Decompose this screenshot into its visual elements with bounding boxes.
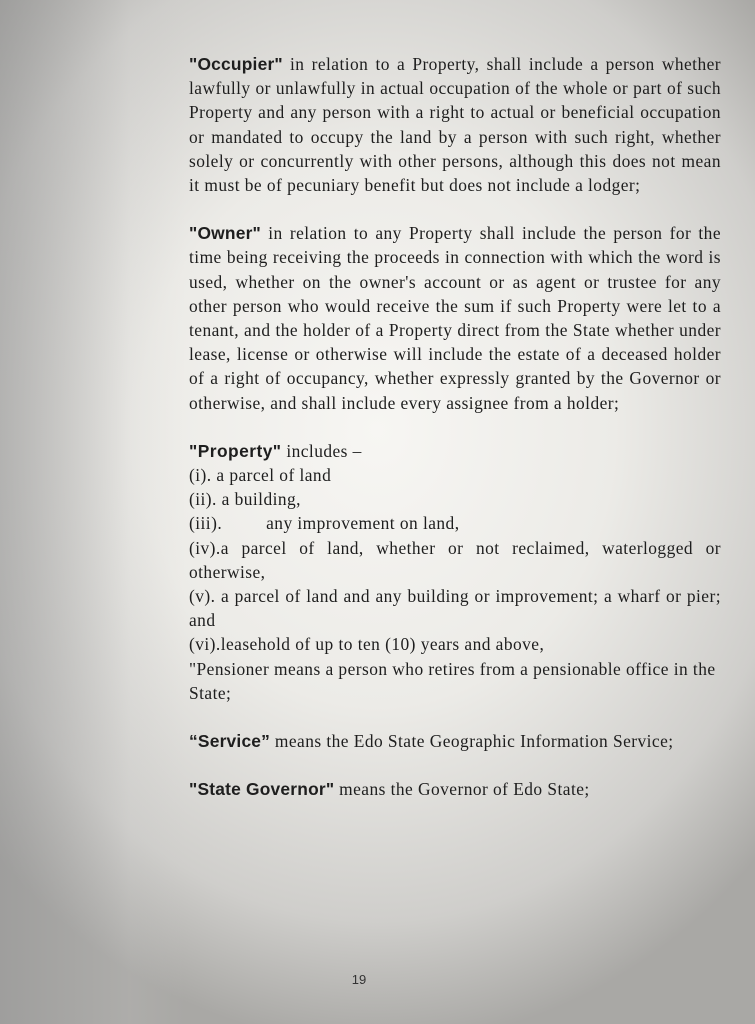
definition-pensioner: "Pensioner means a person who retires from a pensionable office in the State;: [189, 658, 716, 703]
definition-text: in relation to any Property shall include the person for the time being receiving the proceeds in connection with which the word is used, whether on the owner's account or as agent or trustee for any other person who would receive the sum if such Property were let to a tenant, and the holder of a Property direct from the State whether under lease, license or otherwise will include the estate of a deceased holder of a right of occupancy, whether expressly granted by the Governor or otherwise, and shall include every assignee from a holder;: [189, 223, 721, 413]
definition-term: “Service”: [189, 731, 271, 752]
definition-owner: [189, 221, 721, 415]
page-shadow: [0, 0, 185, 1024]
definition-text: in relation to a Property, shall include a person whether lawfully or unlawfully in actual occupation of the whole or part of such Property and any person with a right to actual or beneficial occupation or mandated to occupy the land by a person with such right, whether solely or concurrently with other persons, although this does not mean it must be of pecuniary benefit but does not include a lodger;: [189, 54, 721, 196]
property-item-number: (iii).: [189, 513, 223, 534]
property-intro: includes –: [281, 440, 362, 461]
definition-term: "State Governor": [189, 779, 335, 800]
property-item: (v). a parcel of land and any building or improvement; a wharf or pier; and: [189, 586, 721, 631]
definition-property: [189, 439, 721, 705]
page-number: 19: [351, 972, 367, 987]
definition-text: means the Edo State Geographic Information Service;: [270, 731, 674, 752]
definition-occupier: [189, 52, 721, 197]
property-item-text: any improvement on land,: [266, 513, 460, 534]
property-item: (vi).leasehold of up to ten (10) years and above,: [189, 634, 545, 655]
definition-text: means the Governor of Edo State;: [334, 779, 590, 800]
property-item: [189, 511, 721, 535]
property-item: (i). a parcel of land: [189, 465, 332, 486]
property-item: (iv).a parcel of land, whether or not reclaimed, waterlogged or otherwise,: [189, 537, 721, 582]
definition-state-governor: [189, 777, 721, 801]
property-item: (ii). a building,: [189, 489, 301, 510]
property-heading: [189, 439, 721, 463]
definition-term: "Owner": [189, 223, 262, 244]
definition-term: "Occupier": [189, 54, 283, 74]
definition-term: "Property": [189, 440, 282, 461]
definition-service: [189, 729, 721, 753]
page-content: [189, 52, 721, 825]
